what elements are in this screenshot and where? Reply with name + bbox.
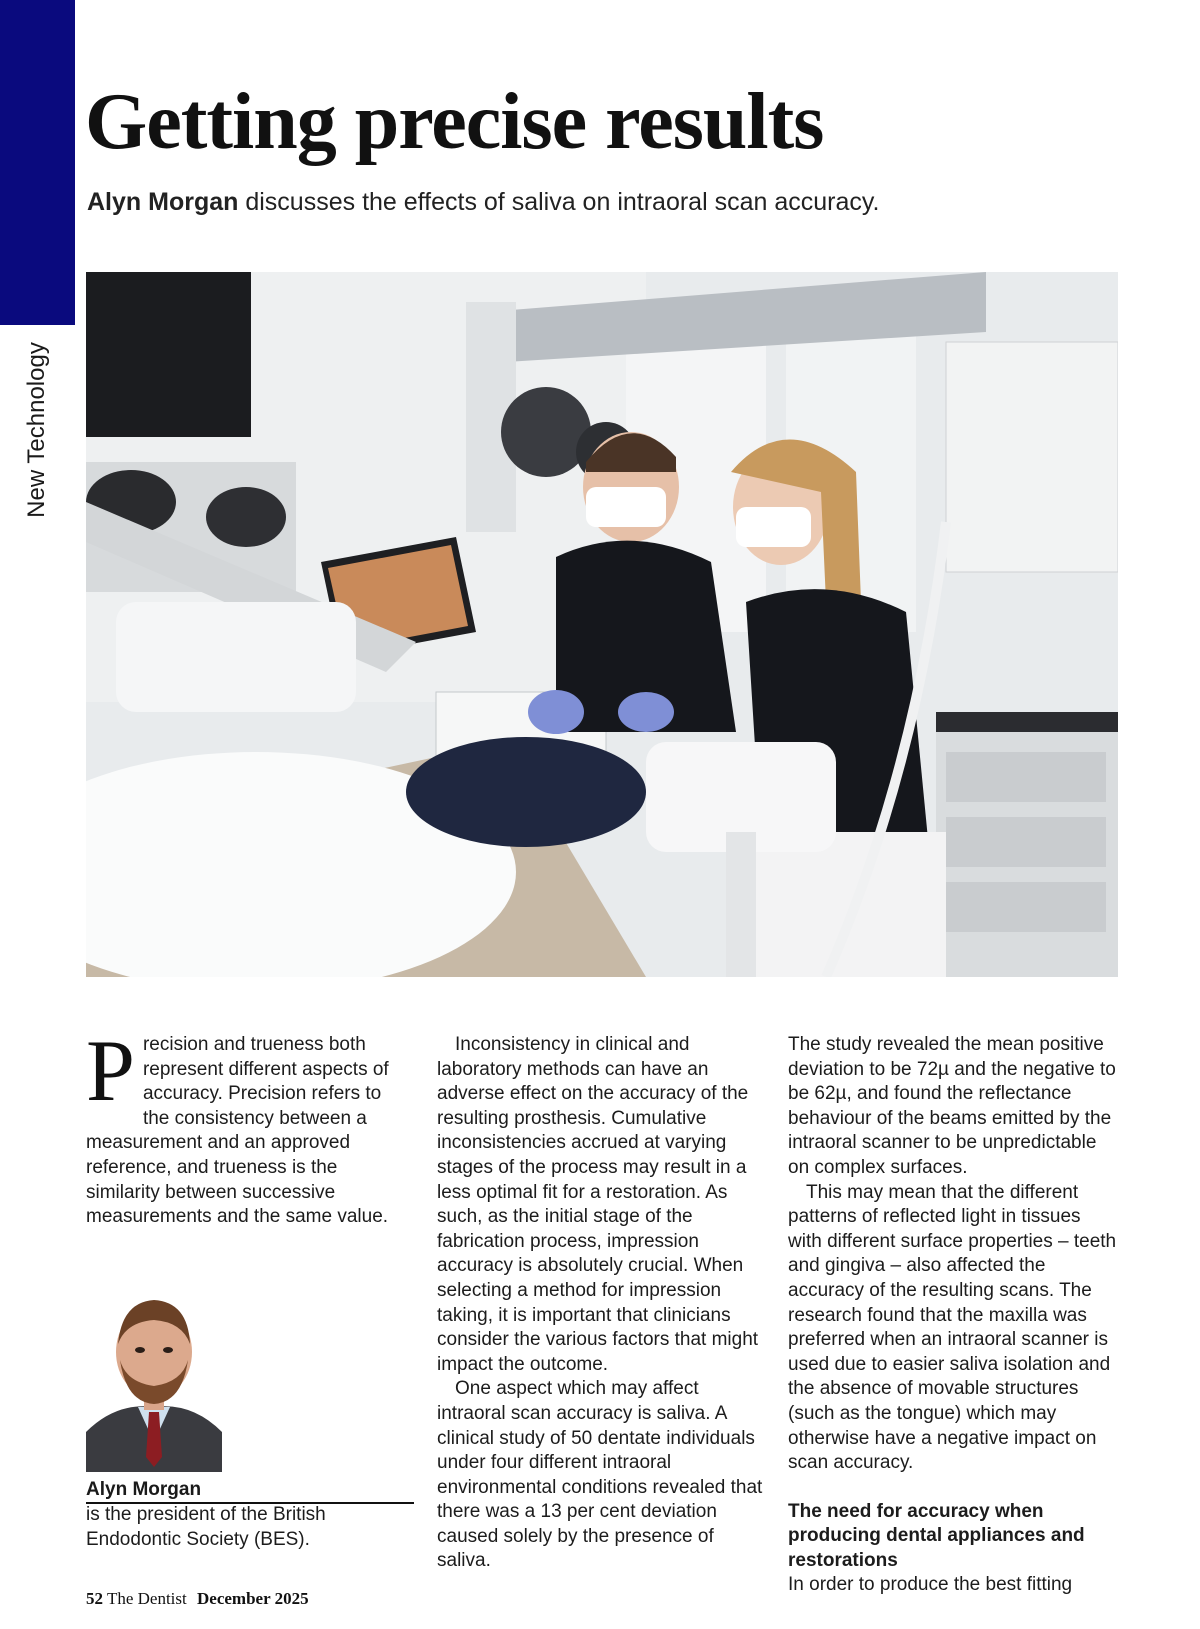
body-column-2 <box>437 1033 767 1574</box>
paragraph: In order to produce the best fitting <box>788 1574 1073 1596</box>
spacer <box>788 1476 1118 1500</box>
body-column-3 <box>788 1033 1118 1598</box>
article-standfirst <box>87 188 879 217</box>
page-number: 52 <box>86 1589 103 1608</box>
paragraph: Inconsistency in clinical and laboratory methods can have an adverse effect on the accuracy of the resulting prosthesis. Cumulative inconsistencies accrued at varying stages of the process may result in a less optimal fit for a restoration. As such, as the initial stage of the fabrication process, impression accuracy is absolutely crucial. When selecting a method for impression taking, it is important that clinicians consider the various factors that might impact the outcome. <box>437 1034 759 1375</box>
dental-clinic-photo-illustration <box>86 272 1118 977</box>
article-title: Getting precise results <box>85 78 824 166</box>
publication-name: The Dentist <box>106 1589 187 1608</box>
hero-photo <box>86 272 1118 977</box>
issue-date: December 2025 <box>197 1589 309 1608</box>
paragraph: The study revealed the mean positive deviation to be 72µ and the negative to be 62µ, and found the reflectance behaviour of the beams emitted by the intraoral scanner to be unpredictable on complex surfaces. <box>788 1034 1116 1178</box>
author-portrait-illustration <box>86 1282 222 1472</box>
drop-cap: P <box>86 1023 135 1120</box>
paragraph: This may mean that the different patterns of reflected light in tissues with different surface properties – teeth and gingiva – also affected the accuracy of the resulting scans. The research found that the maxilla was preferred when an intraoral scanner is used due to easier saliva isolation and the absence of movable structures (such as the tongue) which may otherwise have a negative impact on scan accuracy. <box>788 1181 1117 1474</box>
body-column-1 <box>86 1023 406 1230</box>
intro-paragraph <box>86 1023 406 1230</box>
section-color-bar <box>0 0 75 325</box>
paragraph: One aspect which may affect intraoral scan accuracy is saliva. A clinical study of 50 dentate individuals under four different intraoral environmental conditions revealed that there was a 13 per cent deviation caused solely by the presence of saliva. <box>437 1378 763 1572</box>
section-label <box>22 335 52 525</box>
standfirst-author: Alyn Morgan <box>87 188 239 216</box>
wall-tv-shape <box>86 272 251 437</box>
section-label-text: New Technology <box>23 342 50 518</box>
author-bio: is the president of the British Endodontic Society (BES). <box>86 1504 326 1550</box>
subheading: The need for accuracy when producing dental appliances and restorations <box>788 1500 1085 1571</box>
standfirst-text: discusses the effects of saliva on intraoral scan accuracy. <box>238 188 880 216</box>
author-name: Alyn Morgan <box>86 1479 414 1504</box>
page-footer <box>86 1589 309 1609</box>
intro-text: recision and trueness both represent different aspects of accuracy. Precision refers to the consistency between a measurement and an approved reference, and trueness is the similarity between successive measurements and the same value. <box>86 1034 389 1228</box>
author-photo <box>86 1282 222 1472</box>
